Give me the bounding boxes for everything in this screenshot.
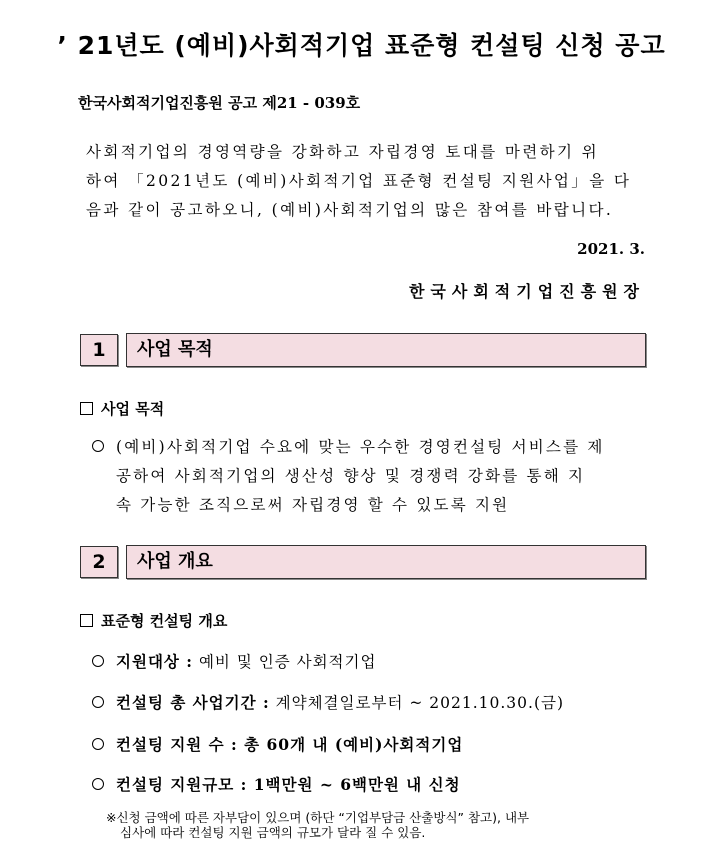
document-title: ’ 21년도 (예비)사회적기업 표준형 컨설팅 신청 공고 (57, 31, 666, 60)
circle-bullet-icon (92, 655, 104, 667)
footnote-line-2: 심사에 따라 컨설팅 지원 금액의 규모가 달라 질 수 있음. (120, 825, 426, 840)
section-2-title: 사업 개요 (137, 551, 213, 572)
list-item (92, 691, 564, 713)
circle-bullet-icon (92, 696, 104, 708)
checkbox-square-icon (80, 614, 93, 627)
issuer-signature: 한국사회적기업진흥원장 (408, 282, 645, 301)
intro-paragraph (78, 138, 646, 225)
item-label: 컨설팅 총 사업기간 : (116, 693, 270, 712)
section-1-number: 1 (80, 334, 118, 366)
list-item (92, 650, 376, 672)
item-label: 컨설팅 지원규모 : 1백만원 ~ 6백만원 내 신청 (116, 775, 461, 794)
section-2-number: 2 (80, 546, 118, 578)
item-label: 지원대상 : (116, 652, 194, 671)
intro-line-3: 음과 같이 공고하오니, (예비)사회적기업의 많은 참여를 바랍니다. (86, 201, 614, 219)
item-value: 계약체결일로부터 ~ 2021.10.30.(금) (275, 694, 565, 712)
footnote-line-1: ※신청 금액에 따른 자부담이 있으며 (하단 “기업부담금 산출방식” 참고), 내부 (106, 810, 530, 825)
checkbox-square-icon (80, 402, 93, 415)
section-1-heading-text: 사업 목적 (101, 400, 165, 418)
item-value: 예비 및 인증 사회적기업 (198, 653, 377, 671)
section-1-header (126, 333, 646, 367)
circle-bullet-icon (92, 738, 104, 750)
section-2-heading-text: 표준형 컨설팅 개요 (101, 612, 228, 630)
list-item (92, 733, 463, 755)
intro-line-2: 하여 「2021년도 (예비)사회적기업 표준형 컨설팅 지원사업」을 다 (86, 172, 632, 190)
section-2-heading (80, 610, 227, 631)
bullet-line-2: 공하여 사회적기업의 생산성 향상 및 경쟁력 강화를 통해 지 (116, 467, 586, 485)
section-1-title: 사업 목적 (137, 339, 213, 360)
notice-number: 한국사회적기업진흥원 공고 제21 - 039호 (78, 94, 361, 112)
bullet-line-3: 속 가능한 조직으로써 자립경영 할 수 있도록 지원 (116, 496, 510, 514)
section-2-header (126, 545, 646, 579)
section-1-heading (80, 398, 164, 419)
list-item (92, 773, 461, 795)
circle-bullet-icon (92, 778, 104, 790)
intro-line-1: 사회적기업의 경영역량을 강화하고 자립경영 토대를 마련하기 위 (86, 143, 600, 161)
bullet-line-1: (예비)사회적기업 수요에 맞는 우수한 경영컨설팅 서비스를 제 (116, 438, 605, 456)
item-label: 컨설팅 지원 수 : 총 60개 내 (예비)사회적기업 (116, 735, 464, 754)
section-1-bullet (92, 433, 644, 520)
notice-date: 2021. 3. (577, 240, 645, 258)
footnote (106, 810, 529, 840)
circle-bullet-icon (92, 440, 104, 452)
